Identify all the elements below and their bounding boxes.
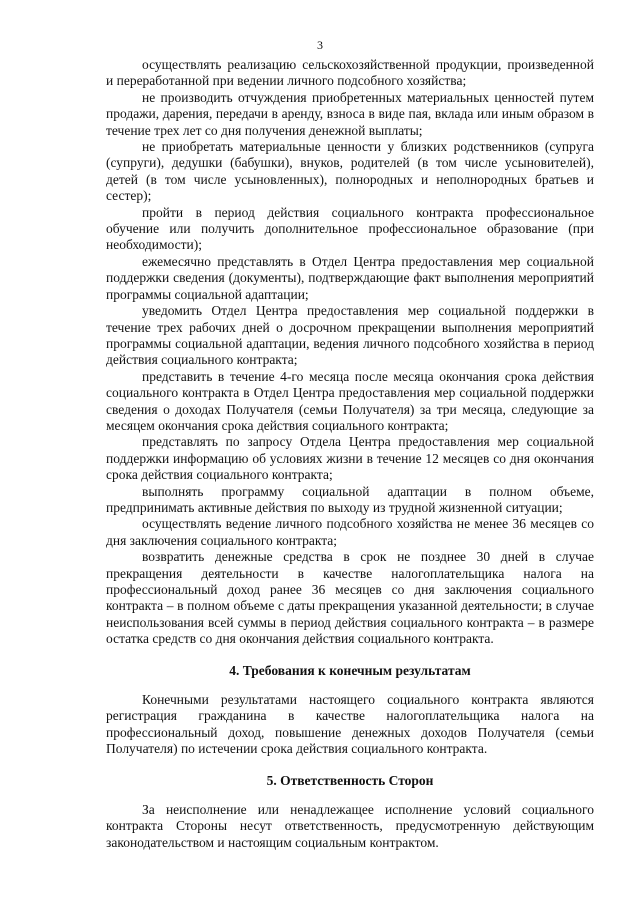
section-4-heading: 4. Требования к конечным результатам: [229, 662, 471, 678]
document-body: [106, 57, 594, 851]
obligation-item: представлять по запросу Отдела Центра предоставления мер социальной поддержки информацию об условиях жизни в течение 12 месяцев со дня окончания срока действия социального контракта;: [106, 434, 594, 483]
obligation-item: ежемесячно представлять в Отдел Центра предоставления мер социальной поддержки сведения (документы), подтверждающие факт выполнения мероприятий программы социальной адаптации;: [106, 253, 594, 302]
obligation-item: не приобретать материальные ценности у близких родственников (супруга (супруги), дедушки (бабушки), внуков, родителей (в том числе усыновителей), детей (в том числе усыновленных), полнородных и неполнородных братьев и сестер);: [106, 139, 594, 204]
obligation-item: возвратить денежные средства в срок не позднее 30 дней в случае прекращения деятельности в качестве налогоплательщика налога на профессиональный доход ранее 36 месяцев со дня заключения социального контракта – в полном объеме с даты прекращения указанной деятельности; в случае неиспользования всей суммы в период действия социального контракта – в размере остатка средств со дня окончания действия социального контракта.: [106, 549, 594, 647]
obligation-item: уведомить Отдел Центра предоставления мер социальной поддержки в течение трех рабочих дней о досрочном прекращении выполнения мероприятий программы социальной адаптации, ведения личного подсобного хозяйства в период действия социального контракта;: [106, 303, 594, 368]
obligation-item: представить в течение 4-го месяца после месяца окончания срока действия социального контракта в Отдел Центра предоставления мер социальной поддержки сведения о доходах Получателя (семьи Получателя) за три месяца, следующие за месяцем окончания срока действия социального контракта;: [106, 368, 594, 433]
obligation-item: пройти в период действия социального контракта профессиональное обучение или получить дополнительное профессиональное образование (при необходимости);: [106, 204, 594, 253]
section-5-text: За неисполнение или ненадлежащее исполнение условий социального контракта Стороны несут ответственность, предусмотренную действующим законодательством и настоящим социальным контрактом.: [106, 802, 594, 850]
obligation-item: не производить отчуждения приобретенных материальных ценностей путем продажи, дарения, передачи в аренду, взноса в виде пая, вклада или иным образом в течение трех лет со дня получения денежной выплаты;: [106, 89, 594, 138]
page-number: 3: [317, 38, 323, 52]
obligation-item: осуществлять реализацию сельскохозяйственной продукции, произведенной и переработанной при ведении личного подсобного хозяйства;: [106, 57, 594, 89]
section-4-text: Конечными результатами настоящего социального контракта являются регистрация гражданина в качестве налогоплательщика налога на профессиональный доход, повышение денежных доходов Получателя (семьи Получателя) по истечении срока действия социального контракта.: [106, 692, 594, 757]
obligation-item: осуществлять ведение личного подсобного хозяйства не менее 36 месяцев со дня заключения социального контракта;: [106, 516, 594, 548]
obligation-item: выполнять программу социальной адаптации в полном объеме, предпринимать активные действия по выходу из трудной жизненной ситуации;: [106, 483, 594, 515]
section-5-heading: 5. Ответственность Сторон: [266, 772, 434, 788]
obligations-list: [106, 57, 594, 648]
